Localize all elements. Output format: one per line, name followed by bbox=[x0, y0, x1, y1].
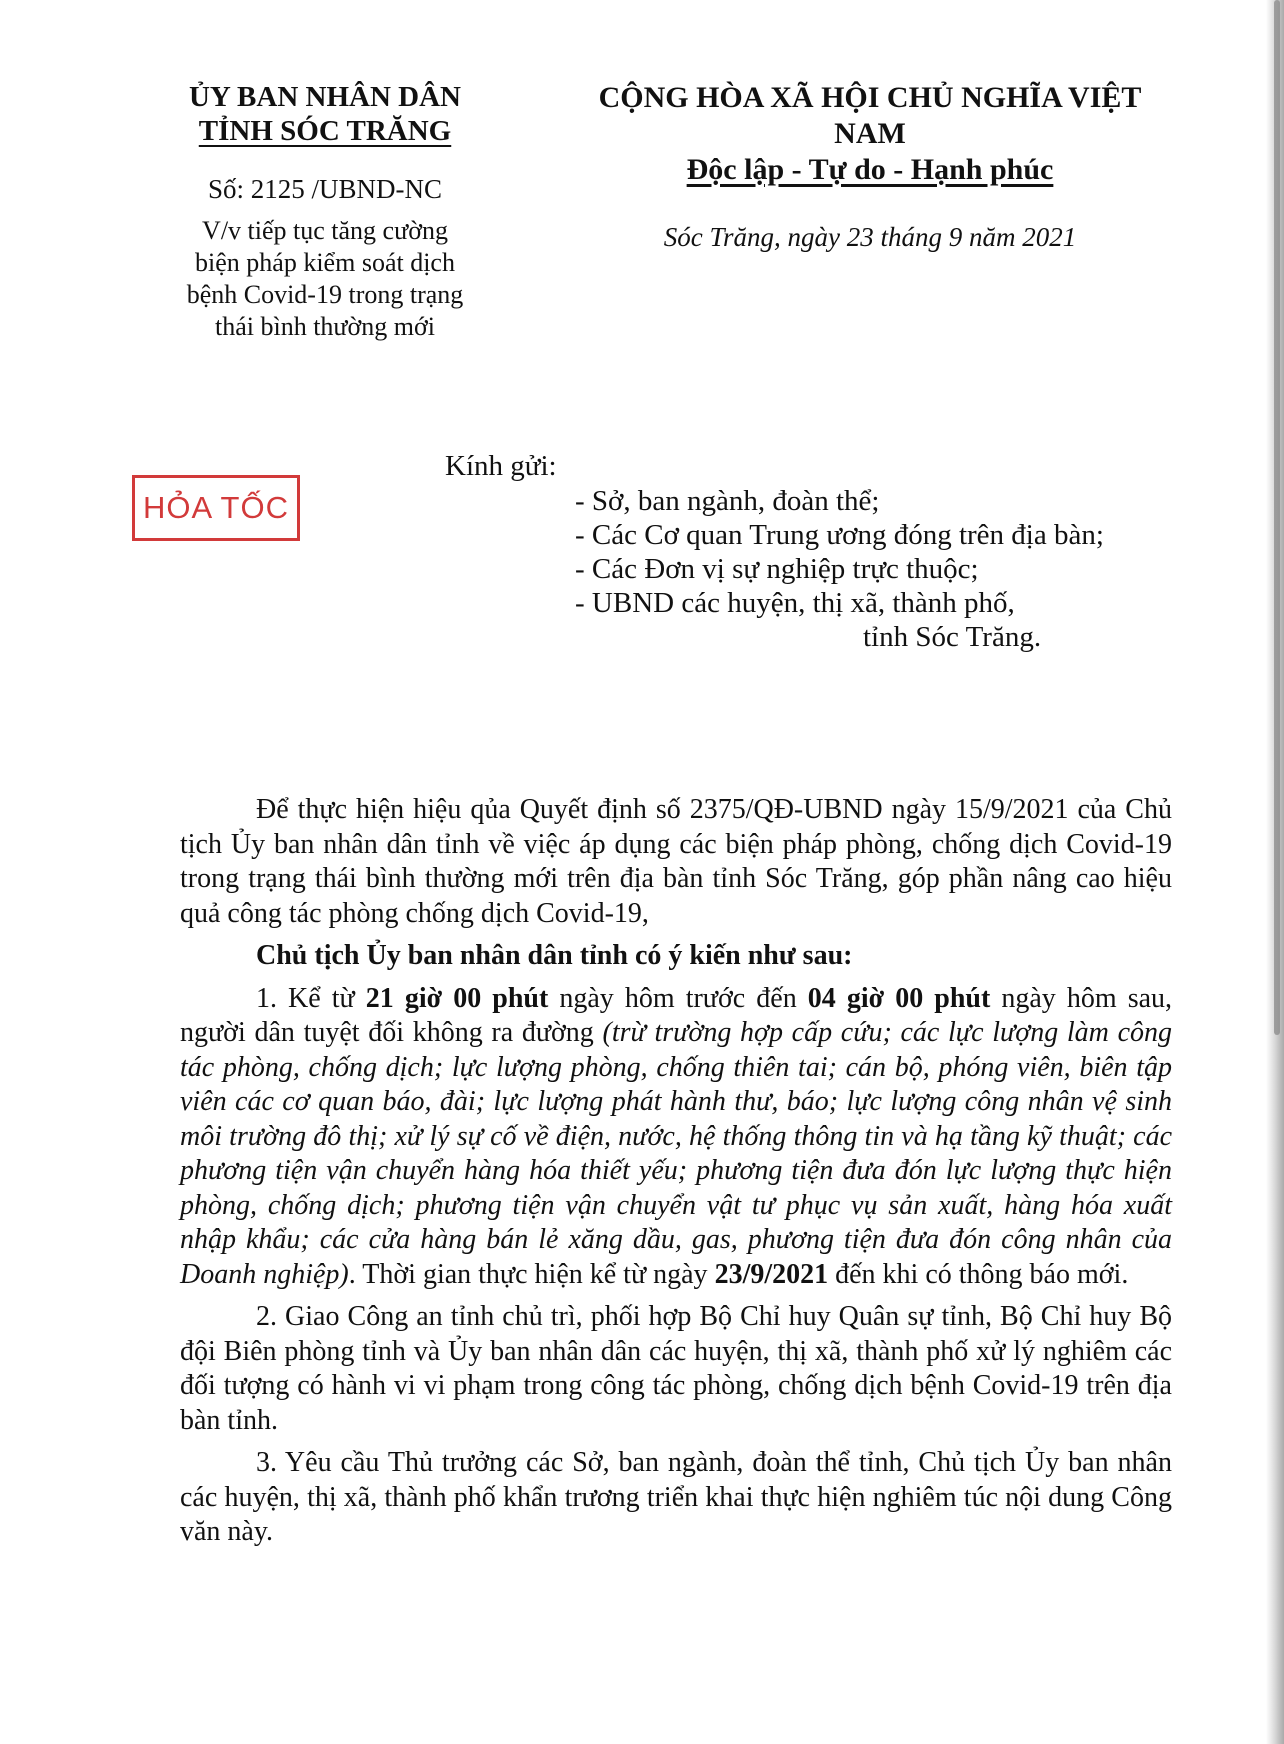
item-1-prefix: 1. Kể từ bbox=[256, 982, 366, 1014]
item-3-paragraph: 3. Yêu cầu Thủ trưởng các Sở, ban ngành, đoàn thể tỉnh, Chủ tịch Ủy ban nhân các huyện, thị xã, thành phố khẩn trương triển khai thực hiện nghiêm túc nội dung Công văn này. bbox=[180, 1447, 1172, 1547]
item-2-paragraph: 2. Giao Công an tỉnh chủ trì, phối hợp Bộ Chỉ huy Quân sự tỉnh, Bộ Chỉ huy Bộ đội Biên phòng tỉnh và Ủy ban nhân dân các huyện, thị xã, thành phố xử lý nghiêm các đối tượng có hành vi vi phạm trong công tác phòng, chống dịch bệnh Covid-19 trên địa bàn tỉnh. bbox=[180, 1301, 1172, 1436]
item-1-after: ngày hôm sau, người dân tuyệt đối không ra đường bbox=[180, 982, 1173, 1048]
issuer-line-1: ỦY BAN NHÂN DÂN bbox=[188, 81, 461, 113]
country-name: CỘNG HÒA XÃ HỘI CHỦ NGHĨA VIỆT NAM bbox=[598, 81, 1142, 150]
recipients-list bbox=[575, 484, 1195, 654]
subject-line: V/v tiếp tục tăng cường bbox=[202, 216, 448, 245]
document-number: Số: 2125 /UBND-NC bbox=[207, 174, 443, 204]
recipient-continuation: tỉnh Sóc Trăng. bbox=[863, 621, 1042, 653]
motto-text: Độc lập - Tự do - Hạnh phúc bbox=[686, 153, 1054, 186]
curfew-exceptions: (trừ trường hợp cấp cứu; các lực lượng làm công tác phòng, chống dịch; lực lượng phòng, chống thiên tai; cán bộ, phóng viên, biên tập viên các cơ quan báo, đài; lực lượng phát hành thư, báo; lực lượng công nhân vệ sinh môi trường đô thị; xử lý sự cố về điện, nước, hệ thống thông tin và hạ tầng kỹ thuật; các phương tiện vận chuyển hàng hóa thiết yếu; phương tiện đưa đón lực lượng thực hiện phòng, chống dịch; phương tiện vận chuyển vật tư phục vụ sản xuất, hàng hóa xuất nhập khẩu; các cửa hàng bán lẻ xăng dầu, gas, phương tiện đưa đón công nhân của Doanh nghiệp) bbox=[180, 1017, 1172, 1290]
item-1-paragraph bbox=[180, 982, 1172, 1293]
issuer-block bbox=[120, 80, 530, 343]
item-1-mid: ngày hôm trước đến bbox=[548, 982, 808, 1014]
curfew-end-time: 04 giờ 00 phút bbox=[807, 982, 991, 1014]
scrollbar-thumb[interactable] bbox=[1274, 0, 1280, 1035]
recipients-title: Kính gửi: bbox=[445, 450, 557, 482]
document-body bbox=[180, 793, 1172, 1558]
effective-prefix: . Thời gian thực hiện kể từ ngày bbox=[348, 1258, 715, 1290]
subject-line: biện pháp kiểm soát dịch bbox=[195, 248, 455, 277]
place-date: Sóc Trăng, ngày 23 tháng 9 năm 2021 bbox=[663, 222, 1077, 252]
recipient-item: - UBND các huyện, thị xã, thành phố, bbox=[575, 586, 1195, 620]
opinion-heading: Chủ tịch Ủy ban nhân dân tỉnh có ý kiến như sau: bbox=[256, 940, 853, 971]
document-subject bbox=[120, 215, 530, 343]
effective-suffix: đến khi có thông báo mới. bbox=[828, 1258, 1129, 1290]
intro-paragraph: Để thực hiện hiệu qủa Quyết định số 2375/QĐ-UBND ngày 15/9/2021 của Chủ tịch Ủy ban nhân dân tỉnh về việc áp dụng các biện pháp phòng, chống dịch Covid-19 trong trạng thái bình thường mới trên địa bàn tỉnh Sóc Trăng, góp phần nâng cao hiệu quả công tác phòng chống dịch Covid-19, bbox=[180, 794, 1172, 929]
national-header bbox=[560, 80, 1180, 253]
issuer-line-2 bbox=[120, 114, 530, 148]
urgent-stamp: HỎA TỐC bbox=[132, 475, 300, 541]
recipient-item: - Sở, ban ngành, đoàn thể; bbox=[575, 484, 1195, 518]
motto bbox=[560, 152, 1180, 188]
recipient-item: - Các Đơn vị sự nghiệp trực thuộc; bbox=[575, 552, 1195, 586]
subject-line: bệnh Covid-19 trong trạng bbox=[186, 280, 464, 309]
subject-line: thái bình thường mới bbox=[215, 312, 435, 341]
recipient-item: - Các Cơ quan Trung ương đóng trên địa bàn; bbox=[575, 518, 1195, 552]
issuer-line-2-text: TỈNH SÓC TRĂNG bbox=[198, 115, 452, 147]
curfew-start-time: 21 giờ 00 phút bbox=[365, 982, 549, 1014]
effective-date: 23/9/2021 bbox=[714, 1258, 829, 1290]
scrollbar[interactable] bbox=[1274, 0, 1280, 1744]
